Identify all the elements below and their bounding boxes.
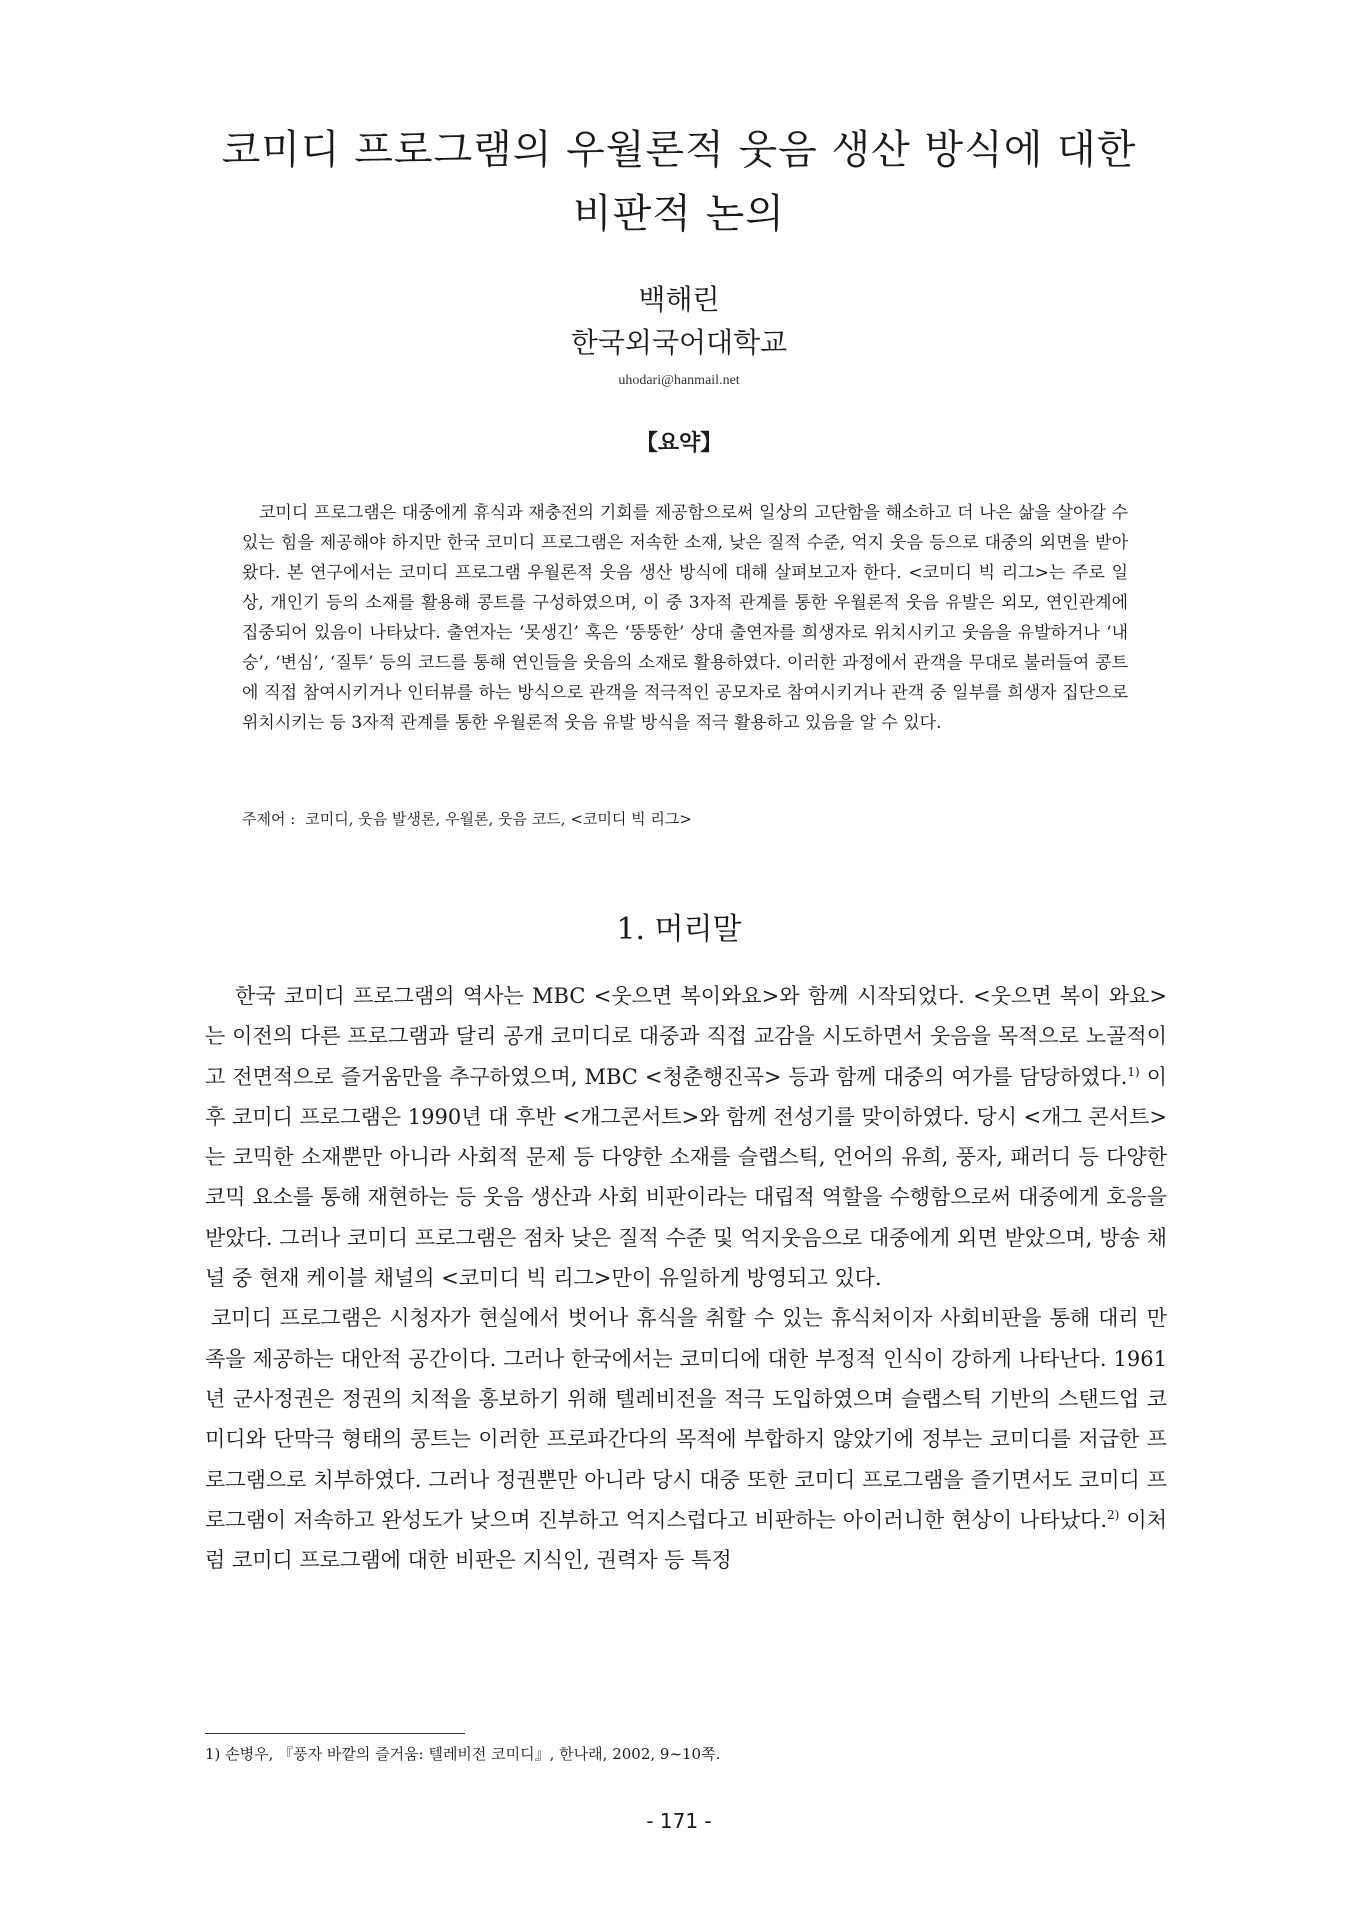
- body-paragraph-2-part-b: 이처럼 코미디 프로그램에 대한 비판은 지식인, 권력자 등 특정: [205, 1507, 1168, 1573]
- author-email: uhodari@hanmail.net: [618, 373, 740, 388]
- body-paragraph-1-part-a: 한국 코미디 프로그램의 역사는 MBC <웃으면 복이와요>와 함께 시작되었다. <웃으면 복이 와요>는 이전의 다른 프로그램과 달리 공개 코미디로 대중과 직접 교감을 시도하면서 웃음을 목적으로 노골적이고 전면적으로 즐거움만을 추구하였으며, MBC <청춘행진곡> 등과 함께 대중의 여가를 담당하였다.: [205, 984, 1167, 1089]
- paper-title-line-2: 비판적 논의: [573, 191, 785, 237]
- paper-title-line-1: 코미디 프로그램의 우월론적 웃음 생산 방식에 대한: [221, 127, 1137, 173]
- paper-title: [0, 118, 1358, 246]
- body-paragraph-1-part-b: 이후 코미디 프로그램은 1990년 대 후반 <개그콘서트>와 함께 전성기를 맞이하였다. 당시 <개그 콘서트>는 코믹한 소재뿐만 아니라 사회적 문제 등 다양한 소재를 슬랩스틱, 언어의 유희, 풍자, 패러디 등 다양한 코믹 요소를 통해 재현하는 등 웃음 생산과 사회 비판이라는 대립적 역할을 수행함으로써 대중에게 호응을 받았다. 그러나 코미디 프로그램은 점차 낮은 질적 수준 및 억지웃음으로 대중에게 외면 받았으며, 방송 채널 중 현재 케이블 채널의 <코미디 빅 리그>만이 유일하게 방영되고 있다.: [205, 1064, 1167, 1291]
- author-affiliation: 한국외국어대학교: [570, 326, 788, 359]
- author-name: 백해린: [638, 283, 720, 316]
- footnote-1: 1) 손병우, 『풍자 바깥의 즐거움: 텔레비전 코미디』, 한나래, 2002, 9~10쪽.: [205, 1745, 721, 1763]
- section-body: [205, 976, 1167, 1580]
- keywords: [242, 808, 1142, 830]
- footnote-ref-1: 1): [1127, 1064, 1140, 1079]
- abstract-text: 코미디 프로그램은 대중에게 휴식과 재충전의 기회를 제공함으로써 일상의 고단함을 해소하고 더 나은 삶을 살아갈 수 있는 힘을 제공해야 하지만 한국 코미디 프로그램은 저속한 소재, 낮은 질적 수준, 억지 웃음 등으로 대중의 외면을 받아 왔다. 본 연구에서는 코미디 프로그램 우월론적 웃음 생산 방식에 대해 살펴보고자 한다. <코미디 빅 리그>는 주로 일상, 개인기 등의 소재를 활용해 콩트를 구성하였으며, 이 중 3자적 관계를 통한 우월론적 웃음 유발은 외모, 연인관계에 집중되어 있음이 나타났다. 출연자는 ‘못생긴’ 혹은 ‘뚱뚱한’ 상대 출연자를 희생자로 위치시키고 웃음을 유발하거나 ‘내숭’, ‘변심’, ‘질투’ 등의 코드를 통해 연인들을 웃음의 소재로 활용하였다. 이러한 과정에서 관객을 무대로 불러들여 콩트에 직접 참여시키거나 인터뷰를 하는 방식으로 관객을 적극적인 공모자로 참여시키거나 관객 중 일부를 희생자 집단으로 위치시키는 등 3자적 관계를 통한 우월론적 웃음 유발 방식을 적극 활용하고 있음을 알 수 있다.: [242, 503, 1128, 733]
- section-heading: 1. 머리말: [616, 912, 742, 947]
- footnote-divider: [205, 1733, 465, 1734]
- keywords-text: 코미디, 웃음 발생론, 우월론, 웃음 코드, <코미디 빅 리그>: [305, 810, 692, 828]
- abstract-heading: 【요약】: [635, 430, 723, 456]
- body-paragraph-2: [205, 1298, 1167, 1580]
- body-paragraph-2-part-a: 코미디 프로그램은 시청자가 현실에서 벗어나 휴식을 취할 수 있는 휴식처이자 사회비판을 통해 대리 만족을 제공하는 대안적 공간이다. 그러나 한국에서는 코미디에 대한 부정적 인식이 강하게 나타난다. 1961년 군사정권은 정권의 치적을 홍보하기 위해 텔레비전을 적극 도입하였으며 슬랩스틱 기반의 스탠드업 코미디와 단막극 형태의 콩트는 이러한 프로파간다의 목적에 부합하지 않았기에 정부는 코미디를 저급한 프로그램으로 치부하였다. 그러나 정권뿐만 아니라 당시 대중 또한 코미디 프로그램을 즐기면서도 코미디 프로그램이 저속하고 완성도가 낮으며 진부하고 억지스럽다고 비판하는 아이러니한 현상이 나타났다.: [205, 1306, 1167, 1532]
- body-paragraph-1: [205, 976, 1167, 1298]
- keywords-label: 주제어 :: [242, 810, 296, 828]
- page-number: - 171 -: [646, 1809, 712, 1833]
- footnote-ref-2: 2): [1107, 1507, 1120, 1522]
